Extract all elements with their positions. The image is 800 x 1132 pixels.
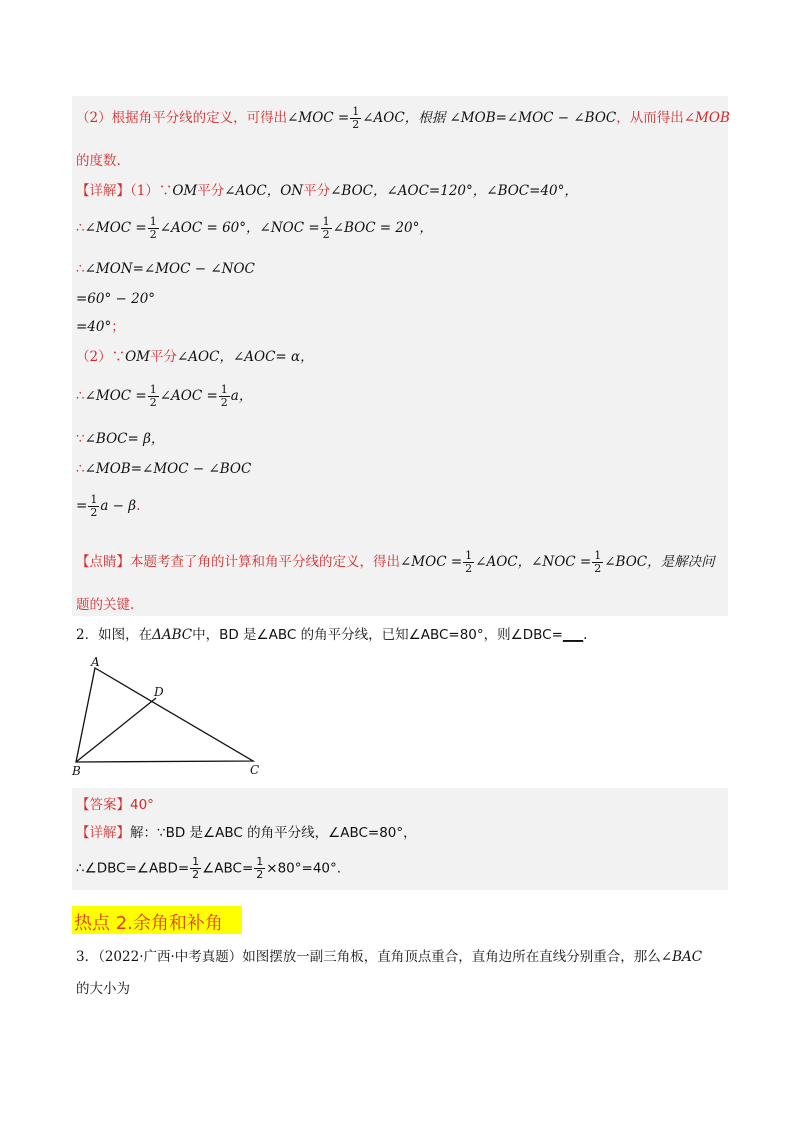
fraction: $\frac{1}{2}$ xyxy=(352,105,360,131)
triangle-figure xyxy=(68,654,268,778)
detail-line-4: =60° − 20° xyxy=(76,291,156,307)
detail-line-10: = $\frac{1}{2}$ a − β. xyxy=(76,493,141,519)
detail-line-3: ∴∠MON=∠MOC − ∠NOC xyxy=(76,261,255,277)
answer-line: 【答案】40° xyxy=(76,797,154,813)
part2-analysis-line-2: 的度数. xyxy=(76,153,121,169)
section-heading: 热点 2.余角和补角 xyxy=(72,906,242,934)
detail-line-1: 【详解】（1）∵OM平分∠AOC，ON平分∠BOC，∠AOC=120°，∠BOC=40°， xyxy=(76,183,578,199)
question-3: 3．（2022·广西·中考真题）如图摆放一副三角板，直角顶点重合，直角边所在直线分别重合，那么∠BAC xyxy=(76,949,703,965)
detail-line-7: ∴∠MOC = $\frac{1}{2}$ ∠AOC = $\frac{1}{2}$ a， xyxy=(76,383,253,409)
comment-line-1: 【点睛】本题考查了角的计算和角平分线的定义，得出∠MOC = $\frac{1}{2}$ ∠AOC，∠NOC = $\frac{1}{2}$ ∠BOC，是解决问 xyxy=(76,549,715,575)
answer-detail-line-2: ∴∠DBC=∠ABD= $\frac{1}{2}$ ∠ABC= $\frac{1}{2}$ ×80°=40°. xyxy=(76,855,342,881)
detail-line-9: ∴∠MOB=∠MOC − ∠BOC xyxy=(76,461,252,477)
label-A: A xyxy=(91,655,100,669)
question-3-line-2: 的大小为 xyxy=(76,981,130,997)
detail-line-2: ∴∠MOC = $\frac{1}{2}$ ∠AOC = 60°，∠NOC = $\frac{1}{2}$ ∠BOC = 20°， xyxy=(76,215,433,241)
label-C: C xyxy=(250,763,260,777)
detail-line-8: ∵∠BOC= β， xyxy=(76,431,165,447)
detail-line-5: =40°； xyxy=(76,319,125,335)
label-B: B xyxy=(72,764,81,778)
label-D: D xyxy=(154,685,164,699)
part2-analysis-line: （2）根据角平分线的定义，可得出∠MOC = $\frac{1}{2}$ ∠AOC，根据 ∠MOB=∠MOC − ∠BOC，从而得出∠MOB xyxy=(76,105,730,131)
question-2: 2．如图，在ΔABC中，BD 是∠ABC 的角平分线，已知∠ABC=80°，则∠DBC=___. xyxy=(76,627,588,643)
detail-line-6: （2）∵OM平分∠AOC，∠AOC= α， xyxy=(76,349,314,365)
comment-line-2: 题的关键. xyxy=(76,597,135,613)
answer-detail-line-1: 【详解】解：∵BD 是∠ABC 的角平分线，∠ABC=80°， xyxy=(76,825,417,841)
